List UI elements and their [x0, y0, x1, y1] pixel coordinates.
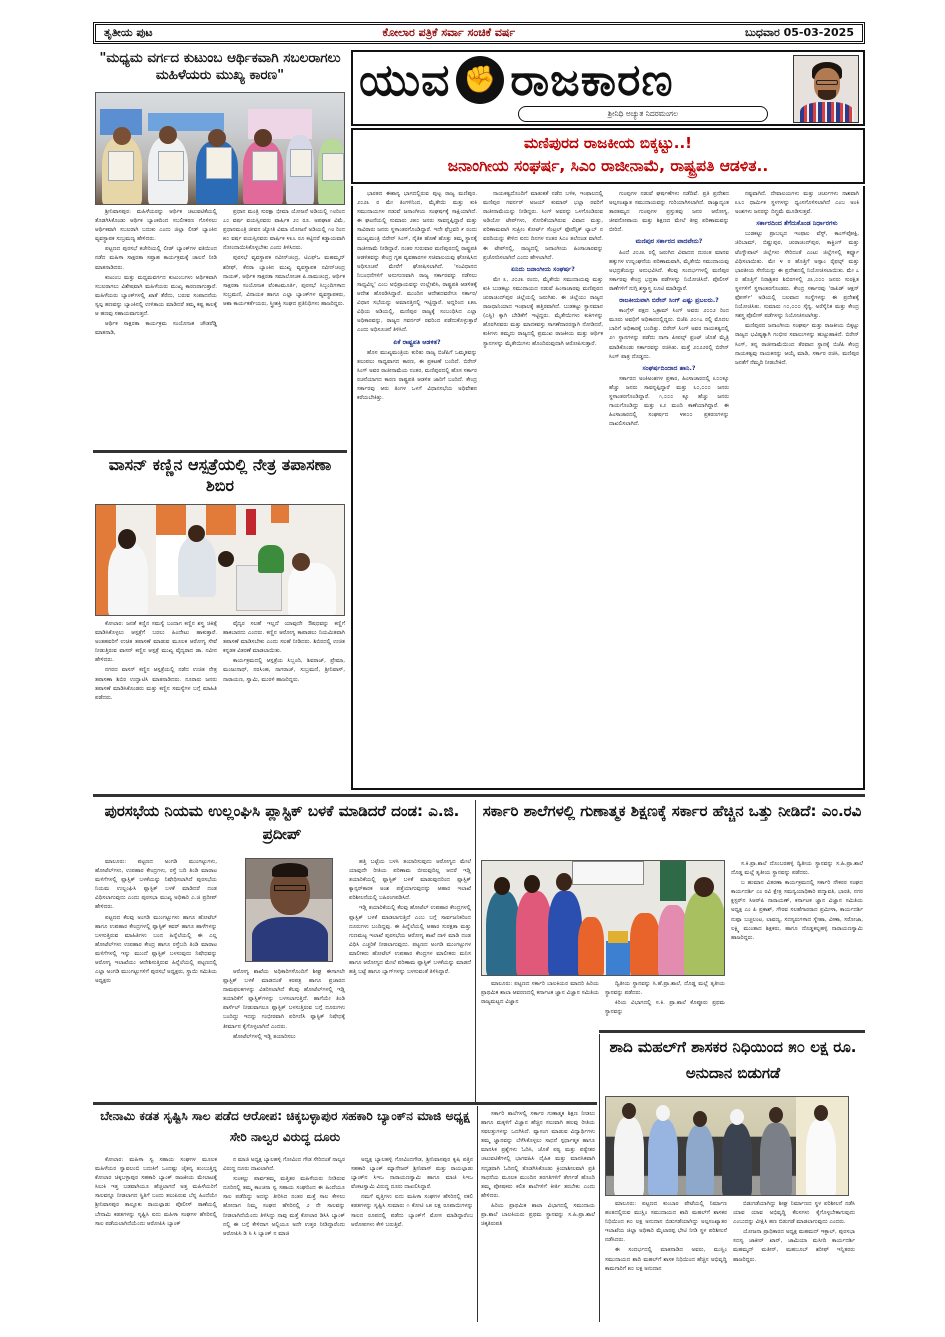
divider [93, 794, 865, 797]
story2-headline: ವಾಸನ್ ಕಣ್ಣಿನ ಆಸ್ಪತ್ರೆಯಲ್ಲಿ ನೇತ್ರ ತಪಾಸಣಾ ಶಿಬಿರ [108, 455, 332, 495]
columnist-portrait [793, 55, 859, 123]
logo-text-left: ಯುವ [359, 54, 451, 106]
paragraph: ವೈದ್ಯರ ಸಲಹೆ ಇಲ್ಲದೆ ಯಾವುದೇ ಔಷಧವನ್ನು ಕಣ್ಣಿಗೆ ಹಾಕಬಾರದು ಎಂದರು. ಕಣ್ಣಿನ ಆರೋಗ್ಯ ಕಾಪಾಡಲು ನಿಯಮಿತವಾಗಿ ತಪಾಸಣೆ ಮಾಡಿಸಬೇಕು ಎಂದು ಸಲಹೆ ನೀಡಿದರು. ಶಿಬಿರದಲ್ಲಿ ಉಚಿತ ಕನ್ನಡಕ ವಿತರಣೆ ಮಾಡಲಾಯಿತು. [223, 621, 345, 655]
lead-kicker: ಮಣಿಪುರದ ರಾಜಕೀಯ ಬಿಕ್ಕಟ್ಟು..! [523, 134, 693, 152]
lead-subheading: ರಾಜಕೀಯವಾಗಿ ಬಿರೇನ್ ಸಿಂಗ್ ಎಷ್ಟು ಪ್ರಬಲರು.? [619, 297, 719, 305]
paragraph: ಆರ್ಥಿಕ ಸಾಕ್ಷರತಾ ಕಾರ್ಯಕ್ರಮ ಸಂಯೋಜಕ ಚೌಡರೆಡ್ಡಿ ಮಾತನಾಡಿ, [95, 321, 217, 337]
column-logo [359, 54, 775, 106]
story5-column-1 [605, 1200, 727, 1322]
paragraph: ಹತ್ತಿ ಬಟ್ಟೆಯ ಬಳಸಿ ತಯಾರಿಸುವುದು ಆರೋಗ್ಯದ ಮೇಲೆ ಯಾವುದೇ ರೀತಿಯ ಪರಿಣಾಮ ಬೀರುವುದಿಲ್ಲ ಆದರೆ ಇಡ್ಲಿ ತಯಾರಿಕೆಯಲ್ಲಿ ಪ್ಲಾಸ್ಟಿಕ್ ಬಳಕೆ ಮಾಡುವುದರಿಂದ ಪ್ಲಾಸ್ಟಿಕ್ ಕ್ಯಾನ್ಸರ್‌ಕಾರಕ ಅಂಶ ಪತ್ತೆಯಾಗುವುದನ್ನು ಆಹಾರ ಇಲಾಖೆ ಪರಿಶೀಲನೆಯಲ್ಲಿ ಬಹಿರಂಗಪಡಿಸಿದೆ. [349, 859, 471, 902]
page-label: ತೃತೀಯ ಪುಟ [104, 26, 153, 39]
story3-column-1 [95, 858, 217, 1102]
paragraph: ಸ.ಕಿ.ಪ್ರಾ.ಶಾಲೆ ದೊಂಬರಹಳ್ಳಿ ದ್ವಿತೀಯ ಸ್ಥಾನವನ್ನು ಸ.ಹಿ.ಪ್ರಾ.ಶಾಲೆ ದೊಡ್ಡ ಮಲ್ಲೆ ತೃತೀಯ ಸ್ಥಾನವನ್ನು ಪಡೆದರು. [731, 861, 863, 877]
story1-column-1 [95, 208, 217, 446]
paragraph: ಕಿರಿಯ ವಿಭಾಗದಲ್ಲಿ ಸ.ಕಿ. ಪ್ರಾ.ಶಾಲೆ ಕೊಪ್ಪೂರು ಪ್ರಥಮ ಸ್ಥಾನವನ್ನು [605, 1000, 725, 1016]
divider [93, 450, 347, 453]
paragraph: ಮಾಲೂರು: ಪಟ್ಟಣದ ಸರ್ಕಾರಿ ಬಾಲಕಿಯರ ಮಾದರಿ ಹಿರಿಯ ಪ್ರಾಥಮಿಕ ಶಾಲಾ ಆವರಣದಲ್ಲಿ ಕರ್ನಾಟಕ ಜ್ಞಾನ ವಿಜ್ಞಾನ ಸಮಿತಿಯ ರಾಜ್ಯಮಟ್ಟದ ವಿಜ್ಞಾನ [481, 981, 599, 1006]
page-header-strip [93, 22, 865, 44]
story1-photo [95, 92, 345, 205]
story3-column-3 [349, 858, 471, 1102]
lead-column-4 [735, 190, 859, 786]
lead-column-2 [483, 190, 603, 786]
paragraph: ಕುಟುಂಬ ಮತ್ತು ಮಧ್ಯಮವರ್ಗದ ಕುಟುಂಬಗಳು ಆರ್ಥಿಕವಾಗಿ ಸಬಲರಾಗಲು ವಿಶೇಷವಾಗಿ ಮಹಿಳೆಯರು ಮುಖ್ಯ ಕಾರಣರಾಗುತ್ತಾರೆ. ಮಹಿಳೆಯರು ಬ್ಯಾಂಕ್‌ಗಳಲ್ಲಿ ಖಾತೆ ತೆರೆದು, ಬರುವ ಸಂಪಾದನೆಯ ಸ್ವಲ್ಪ ಹಣವನ್ನು ಬ್ಯಾಂಕಿನಲ್ಲಿ ಉಳಿತಾಯ ಮಾಡಿದರೆ ತಮ್ಮ ಕಷ್ಟ ಕಾಲಕ್ಕೆ ಆ ಹಣವು ಸಹಾಯವಾಗುತ್ತದೆ. [95, 274, 217, 318]
paragraph: ಆರೋಗ್ಯ ಶಾಖೆಯ ಅಧಿಕಾರಿಗಳೊಂದಿಗೆ ಶೀಘ್ರ ಈಗಾಗಲೇ ಪ್ಲಾಸ್ಟಿಕ್ ಬಳಕೆ ಮಾಡದಂತೆ ಕರಪತ್ರ ಹಾಗೂ ಪ್ರಚಾರದ ನಾಮಫಲಕಗಳನ್ನು ವಿತರಿಸಲಾಗಿದೆ ಕೆಲವು ಹೋಟೆಲ್‌ಗಳಲ್ಲಿ ಇಡ್ಲಿ ತಯಾರಿಕೆಗೆ ಪ್ಲಾಸ್ಟಿಕ್‌ಗಳನ್ನು ಬಳಸಲಾಗುತ್ತಿದೆ. ಹಾಗೆಯೇ ತಿಂಡಿ ಪಾರ್ಸೆಲ್ ನೀಡುವಾಗಲೂ ಪ್ಲಾಸ್ಟಿಕ್ ಬಳಸುತ್ತಿರುವ ಬಗ್ಗೆ ದೂರುಗಳು ಬಂದಿದ್ದು ಇದನ್ನು ಗಂಭೀರವಾಗಿ ಪರಿಗಣಿಸಿ ಪ್ಲಾಸ್ಟಿಕ್ ನಿಷೇಧಕ್ಕೆ ತೀರ್ಮಾನ ಕೈಗೊಳ್ಳಲಾಗಿದೆ ಎಂದರು. [223, 969, 345, 1030]
paragraph: ನ ಮಾಜಿ ಅಧ್ಯಕ್ಷ ಬ್ಯಾಲಹಳ್ಳಿ ಗೋವಿಂದ ಗೌಡ ಸೇರಿದಂತೆ ನಾಲ್ವರ ವಿರುದ್ಧ ದೂರು ದಾಖಲಾಗಿದೆ. [223, 1157, 345, 1173]
column-divider [599, 1034, 600, 1322]
lead-column-1 [357, 190, 477, 786]
story1-column-2 [223, 208, 345, 446]
story4-column-1 [481, 980, 599, 1102]
story5-headline-box [601, 1034, 865, 1094]
story5-column-2 [733, 1200, 855, 1322]
paragraph: ಮಾಲೂರು: ಪಟ್ಟಣದ ಅಂಗಡಿ ಮುಂಗಟ್ಟುಗಳು, ಹೋಟೆಲ್‌ಗಳು, ಉಪಹಾರ ಕೇಂದ್ರಗಳು, ರಸ್ತೆ ಬದಿ ತಿಂಡಿ ಮಾರಾಟ ಮಳಿಗೆಗಳಲ್ಲಿ ಪ್ಲಾಸ್ಟಿಕ್ ಬಳಕೆಯನ್ನು ನಿಷೇಧಿಸಲಾಗಿದೆ ಪುರಸಭೆಯ ನಿಯಮ ಉಲ್ಲಂಘಿಸಿ ಪ್ಲಾಸ್ಟಿಕ್ ಬಳಕೆ ಮಾಡಿದರೆ ದಂಡ ವಿಧಿಸಲಾಗುವುದು ಎಂದು ಪುರಸಭಾ ಮುಖ್ಯ ಅಧಿಕಾರಿ ಎ.ಜಿ ಪ್ರದೀಪ್ ಹೇಳಿದರು. [95, 859, 217, 911]
story3-column-2 [223, 968, 345, 1102]
story4-headline: ಸರ್ಕಾರಿ ಶಾಲೆಗಳಲ್ಲಿ ಗುಣಾತ್ಮಕ ಶಿಕ್ಷಣಕ್ಕೆ ಸರ್ಕಾರ ಹೆಚ್ಚಿನ ಒತ್ತು ನೀಡಿದೆ: ಎಂ.ರವಿ [482, 802, 862, 820]
paragraph: ಸರ್ಕಾರದ ಅಂಕಿಅಂಶಗಳ ಪ್ರಕಾರ, ಹಿಂಸಾಚಾರದಲ್ಲಿ ೩೦೦ಕ್ಕೂ ಹೆಚ್ಚು ಜನರು ಸಾವನ್ನಪ್ಪಿದ್ದಾರೆ ಮತ್ತು ೬೦,೦೦೦ ಜನರು ಸ್ಥಳಾಂತರಗೊಂಡಿದ್ದಾರೆ. ೧,೦೦೦ ಕ್ಕೂ ಹೆಚ್ಚು ಜನರು ಗಾಯಗೊಂಡಿದ್ದು ಮತ್ತು ೩೨ ಮಂದಿ ಕಾಣೆಯಾಗಿದ್ದಾರೆ. ಈ ಹಿಂಸಾಚಾರದಲ್ಲಿ ಸಂಘರ್ಷದ ೪೫೦೦ ಪ್ರಕರಣಗಳನ್ನು ದಾಖಲಿಸಲಾಗಿದೆ. [609, 375, 729, 428]
story4-headline-box [479, 800, 865, 854]
story6-column-1 [95, 1156, 217, 1322]
paragraph: ಈ ಸಂದರ್ಭದಲ್ಲಿ ಮಾತನಾಡಿದ ಅವರು, ಮುಸ್ಲಿಂ ಸಮುದಾಯದ ಶಾದಿ ಮಹಲ್‌ಗೆ ಶಾಸಕ ನಿಧಿಯಿಂದ ಹೆಚ್ಚಿನ ಅಭಿವೃದ್ಧಿ ಕಾಮಗಾರಿಗೆ ೫೦ ಲಕ್ಷ ಅನುದಾನ [605, 1247, 727, 1272]
lead-subheading: ಏನಿದು ಜನಾಂಗೀಯ ಸಂಘರ್ಷ? [511, 265, 575, 273]
publication-tagline: ಕೋಲಾರ ಪತ್ರಿಕೆ ಸರ್ವಾ ಸಂಚಿಕೆ ವರ್ಷ [382, 26, 516, 39]
paragraph: ಸರ್ಕಾರಿ ಶಾಲೆಗಳಲ್ಲಿ ಸರ್ಕಾರ ಗುಣಾತ್ಮಕ ಶಿಕ್ಷಣ ನೀಡಲು ಹಾಗೂ ಮಕ್ಕಳಿಗೆ ವಿಜ್ಞಾನ ಹೆಚ್ಚಿನ ಸಲುವಾಗಿ ಹಲವು ರೀತಿಯ ಸವಲತ್ತುಗಳನ್ನು ಒದಗಿಸಿದೆ. ವ್ಯಾಸಂಗ ಮಾಡುವ ವಿದ್ಯಾರ್ಥಿಗಳು ತಮ್ಮ ಜ್ಞಾನವನ್ನು ಬೆಳೆಸಿಕೊಳ್ಳಲು ಸಾಧನೆ ಸ್ಪರ್ಧಾತ್ಮಕ ಹಾಗೂ ಮಾನಸಿಕ ಪ್ರಶ್ನೆಗಳು ಓದಿಸಿ, ಜೊತೆ ಪಠ್ಯ ಮತ್ತು ಪಠ್ಯೇತರ ಚಟುವಟಿಕೆಗಳಲ್ಲಿ ಭಾಗವಹಿಸಿ ದೈಹಿಕ ಮತ್ತು ಮಾನಸಿಕವಾಗಿ ಸದೃಢರಾಗಿ ಓದಿನಲ್ಲಿ ತೊಡಗಿಸಿಕೊಂಡು ಕ್ರಿಯಾಶೀಲವಾಗಿ ಪ್ರತಿ ಸಾಧನೆಯ ಮೂಲಕ ಮುಂದಿನ ತರಗತಿಗಳಿಗೆ ತೇರ್ಗಡೆ ಹೊಂದಿ ತಮ್ಮ ಪೋಷಕರು ಕಲಿತ ಶಾಲೆಗಳಿಗೆ ಕೀರ್ತಿ ತರಬೇಕು ಎಂದು ಹೇಳಿದರು. [481, 1111, 595, 1199]
column-divider [477, 1106, 478, 1322]
paragraph: ಸುಂಕಲ್ಲು ಪಾರ್ವತಮ್ಮ ಮತ್ತಿತರ ಮಹಿಳೆಯರು ನೀಡಿರುವ ದೂರಿನಲ್ಲಿ ತಮ್ಮ ಕಾಂಚನಾ ಸ್ವ ಸಹಾಯ ಸಂಘದಿಂದ ಈ ಹಿಂದೆಯೂ ಸಾಲ ಪಡೆದಿದ್ದು ಅದನ್ನು ತೀರಿಸಿದ ನಂತರ ಮತ್ತೆ ಸಾಲ ಕೇಳಲು ಹೋದಾಗ ನಿಮ್ಮ ಸಂಘದ ಹೆಸರಿನಲ್ಲಿ ೨ ನೇ ಸಾಲವನ್ನು ನೀಡಲಾಗಿದೆಯೆಂದು ತಿಳಿಸಿದ್ದು ನಾವು ಮತ್ತೆ ಕೋಲಾರ ಡಿಸಿಸಿ ಬ್ಯಾಂಕ್ ನಲ್ಲಿ ಈ ಬಗ್ಗೆ ಕೇಳಿದಾಗ ಅಲ್ಲಿಯೂ ಅದೇ ಉತ್ತರ ನೀಡಿದ್ದಾರೆಂದು ಆರೋಪಿಸಿ ಡಿ ಸಿ ಸಿ ಬ್ಯಾಂಕ್ ನ ಮಾಜಿ [223, 1176, 345, 1237]
column-masthead [351, 50, 865, 126]
paragraph: ಅಧ್ಯಕ್ಷ ಬ್ಯಾಲಹಳ್ಳಿ ಗೋವಿಂದಗೌಡ, ಶ್ರೀನಿವಾಸಪುರ ಕೃಷಿ ಪತ್ತಿನ ಸಹಕಾರಿ ಬ್ಯಾಂಕ್ ಮ್ಯಾನೇಜರ್ ಶ್ರೀನಿವಾಸ್ ಮತ್ತು ರಾಯಲ್ಪಾಡು ಬ್ಯಾಂಕ್‌ನ ಸಿಇಒ ನಾರಾಯಣಸ್ವಾಮಿ ಹಾಗೂ ಮಾಜಿ ಸಿಇಒ ವೆಂಕಟಸ್ವಾಮಿ ವಿರುದ್ಧ ದೂರು ದಾಖಲಿಸಿದ್ದಾರೆ. [351, 1157, 473, 1191]
lead-column-3 [609, 190, 729, 786]
paragraph: ಪ್ರಧಾನ ಮಂತ್ರಿ ಸುರಕ್ಷಾ ಭೀಮಾ ಯೋಜನೆ ಅಡಿಯಲ್ಲಿ ೧೮ರಿಂದ ೭೦ ವರ್ಷ ವಯಸ್ಸಿನವರು ವಾರ್ಷಿಕ ೨೦ ರೂ. ಅಪಘಾತ ವಿಮೆ, ಪ್ರಧಾನಮಂತ್ರಿ ಜೀವನ ಜ್ಯೋತಿ ವಿಮಾ ಯೋಜನೆ ಅಡಿಯಲ್ಲಿ ೧೮ ರಿಂದ ೫೦ ವರ್ಷ ವಯಸ್ಸಿನವರು ವಾರ್ಷಿಕ ೪೩೬ ರೂ ಕಟ್ಟಿದರೆ ಕಡ್ಡಾಯವಾಗಿ ನೋಂದಾಯಿಸಿಕೊಳ್ಳಬೇಕು ಎಂದು ತಿಳಿಸಿದರು. [223, 209, 345, 252]
paragraph: ಮಣಿಪುರದ ಜನಾಂಗೀಯ ಸಂಘರ್ಷ ಮತ್ತು ರಾಜಕೀಯ ಬಿಕ್ಕಟ್ಟು ರಾಜ್ಯದ ಭವಿಷ್ಯಕ್ಕಾಗಿ ಗಂಭೀರ ಸವಾಲುಗಳನ್ನು ಹುಟ್ಟುಹಾಕಿದೆ. ಬಿರೇನ್ ಸಿಂಗ್, ತನ್ನ ರಾಜೀನಾಮೆಯಿಂದ ತೆರವಾದ ಸ್ಥಾನಕ್ಕೆ ಬಿಜೆಪಿ ಕೇಂದ್ರ ನಾಯಕತ್ವವು ನಾಯಕನನ್ನು ಆಯ್ಕೆ ಮಾಡಿ, ಸರ್ಕಾರ ರಚಿಸಿ, ಮಣಿಪುರ ಜನತೆಗೆ ನೆಮ್ಮದಿ ನೀಡಬೇಕಿದೆ. [735, 323, 859, 366]
story2-column-2 [223, 620, 345, 792]
paragraph: ಶ್ರೀನಿವಾಸಪುರ: ಮಹಿಳೆಯರನ್ನು ಆರ್ಥಿಕ ಚಟುವಟಿಕೆಯಲ್ಲಿ ತೊಡಗಿಸಿಕೊಂಡು ಆರ್ಥಿಕ ಬ್ಯಾಂಕದಿಂದ ಸಬಲೀಕರಣ ಗೊಳಿಸಲು ಆರ್ಥಿಕವಾಗಿ ಸಬಲರಾಗಿ ಬದುಕು ಎಂದು ಜಿಲ್ಲಾ ಲೀಡ್ ಬ್ಯಾಂಕಿನ ವ್ಯವಸ್ಥಾಪಕ ಸುಬ್ರಮಣ್ಯ ಹೇಳಿದರು. [95, 209, 217, 243]
paragraph: ಬಿಡುಗಡೆಯಾಗಿದ್ದು ಶೀಘ್ರ ನಿರ್ಮಾಣದ ಸ್ಥಳ ಪರಿಶೀಲನೆ ನಡೆಸಿ ಯಾವ ಯಾವ ಅಭಿವೃದ್ಧಿ ಕೆಲಸಗಳು ಕೈಗೊಳ್ಳಬೇಕಾಗುವುದು ಎಂಬುದನ್ನು ವೀಕ್ಷಿಸಿ ಹಣ ಬಿಡುಗಡೆ ಮಾಡಲಾಗುವುದು ಎಂದರು. [733, 1201, 855, 1226]
divider [93, 1102, 597, 1105]
story6-headline-box [93, 1106, 477, 1152]
paragraph: ಪಟ್ಟಣದ ಕೆಲವು ಅಂಗಡಿ ಮುಂಗಟ್ಟುಗಳು ಹಾಗೂ ಹೋಟೆಲ್ ಹಾಗೂ ಉಪಹಾರ ಕೇಂದ್ರಗಳಲ್ಲಿ ಪ್ಲಾಸ್ಟಿಕ್ ಕವರ್ ಹಾಗೂ ಹಾಳೆಗಳನ್ನು ಬಳಸುತ್ತಿರುವ ಮಾಹಿತಿಗಳು ಬಂದ ಹಿನ್ನೆಲೆಯಲ್ಲಿ ಈ ಎಲ್ಲ ಹೋಟೆಲ್‌ಗಳು ಉಪಹಾರ ಕೇಂದ್ರ ಹಾಗೂ ರಸ್ತೆಬದಿ ತಿಂಡಿ ಮಾರಾಟ ಮಳಿಗೆಗಳಲ್ಲಿ ಇನ್ನು ಮುಂದೆ ಪ್ಲಾಸ್ಟಿಕ್ ಬಳಸುವುದು ನಿಷೇಧವನ್ನು ಆರೋಗ್ಯ ಇಲಾಖೆಯು ಆದೇಶಿಸುತ್ತಿರುವ ಹಿನ್ನೆಲೆಯಲ್ಲಿ ಪಟ್ಟಣದಲ್ಲಿ ಎಲ್ಲಾ ಅಂಗಡಿ ಮುಂಗಟ್ಟುಗಳಿಗೆ ಪುರಸಭೆ ಅಧ್ಯಕ್ಷರು, ಸ್ಥಾಯಿ ಸಮಿತಿಯ ಅಧ್ಯಕ್ಷರು [95, 914, 217, 985]
story5-photo [605, 1096, 849, 1196]
story2-column-1 [95, 620, 217, 792]
issue-date: ಬುಧವಾರ 05-03-2025 [744, 26, 854, 39]
paragraph: ಕೋಲಾರ: ಜನತೆ ಕಣ್ಣಿನ ಸಮಸ್ಯೆ ಬಂದಾಗ ಕಣ್ಣಿನ ಶಸ್ತ್ರ ಚಿಕಿತ್ಸೆ ಮಾಡಿಸಿಕೊಳ್ಳಲು ಆಸ್ಪತ್ರೆಗೆ ಬರಲು ಹಿಂದೇಟು ಹಾಕುತ್ತಾರೆ. ಅಂತಹವರಿಗೆ ಉಚಿತ ತಪಾಸಣೆ ಮಾಡುವ ಮೂಲಕ ಆರೋಗ್ಯ ಸೇವೆ ನೀಡುತ್ತಿರುವ ವಾಸನ್ ಕಣ್ಣಿನ ಆಸ್ಪತ್ರೆ ಮುಖ್ಯ ವೈದ್ಯರಾದ ಡಾ. ನವೀನ ಹೇಳಿದರು. [95, 621, 217, 664]
paragraph: ಹೊಸ ಮುಖ್ಯಮಂತ್ರಿಯ ಕುರಿತು ರಾಜ್ಯ ಬಿಜೆಪಿಗೆ ಒಮ್ಮತವನ್ನು ತಲುಪಲು ಸಾಧ್ಯವಾಗದ ಕಾರಣ, ಈ ಪ್ರಕಟಣೆ ಬಂದಿದೆ. ಬಿರೇನ್ ಸಿಂಗ್ ಅವರ ರಾಜೀನಾಮೆಯ ನಂತರ, ಮಣಿಪುರದಲ್ಲಿ ಹೊಸ ಸರ್ಕಾರ ರಚನೆಯಾಗದ ಕಾರಣ ರಾಷ್ಟ್ರಪತಿ ಆಡಳಿತ ಜಾರಿಗೆ ಬಂದಿದೆ. ಕೇಂದ್ರ ಸರ್ಕಾರವು ಆರು ತಿಂಗಳ ಒಳಗೆ ವಿಧಾನಸಭೆಯ ಅಧಿವೇಶನ ಕರೆಯಬೇಕಿತ್ತು. [357, 349, 477, 402]
story3-headline: ಪುರಸಭೆಯ ನಿಯಮ ಉಲ್ಲಂಘಿಸಿ ಪ್ಲಾಸ್ಟಿಕ್ ಬಳಕೆ ಮಾಡಿದರೆ ದಂಡ: ಎ.ಜಿ. ಪ್ರದೀಪ್ [104, 802, 460, 843]
story3-photo [245, 858, 333, 962]
paragraph: ಹಿರಿಯ ಪ್ರಾಥಮಿಕ ಶಾಲಾ ವಿಭಾಗದಲ್ಲಿ ಸಮುದಾಯ ಪ್ರಾ.ಶಾಲೆ ಬಾಲಕಿಯರು ಪ್ರಥಮ ಸ್ಥಾನವನ್ನು ಸ.ಹಿ.ಪ್ರಾ.ಶಾಲೆ ಚಿಕ್ಕತಿರುಪತಿ [481, 1202, 595, 1228]
paragraph: ನಗರದ ವಾಸನ್ ಕಣ್ಣಿನ ಆಸ್ಪತ್ರೆಯಲ್ಲಿ ನಡೆದ ಉಚಿತ ನೇತ್ರ ತಪಾಸಣಾ ಶಿಬಿರ ಉದ್ಘಾಟಿಸಿ ಮಾತನಾಡಿದರು. ನೂರಾರು ಜನರು ತಪಾಸಣೆ ಮಾಡಿಸಿಕೊಂಡರು ಮತ್ತು ಕಣ್ಣಿನ ಸಮಸ್ಯೆಗಳ ಬಗ್ಗೆ ಮಾಹಿತಿ ಪಡೆದರು. [95, 667, 217, 701]
paragraph: ಭಾರತದ ಈಶಾನ್ಯ ಭಾಗದಲ್ಲಿರುವ ಪುಟ್ಟ ರಾಜ್ಯ ಮಣಿಪುರ. ೨೦೨೩ ರ ಮೇ ತಿಂಗಳಿನಿಂದ, ಮೈತೇಯಿ ಮತ್ತು ಕುಕಿ ಸಮುದಾಯಗಳ ನಡುವೆ ಜನಾಂಗೀಯ ಸಂಘರ್ಷಕ್ಕೆ ಸಾಕ್ಷಿಯಾಗಿದೆ. ಈ ಘಟನೆಯಲ್ಲಿ ಸುಮಾರು ೨೫೦ ಜನರು ಸಾವನ್ನಪ್ಪಿದ್ದಾರೆ ಮತ್ತು ಸಾವಿರಾರು ಜನರು ಸ್ಥಳಾಂತರಗೊಂಡಿದ್ದಾರೆ. ಇದೇ ಫೆಬ್ರವರಿ ೯ ರಂದು ಮುಖ್ಯಮಂತ್ರಿ ಬಿರೇನ್ ಸಿಂಗ್, ನೈತಿಕ ಹೊಣೆ ಹೊತ್ತು ತಮ್ಮ ಸ್ಥಾನಕ್ಕೆ ರಾಜೀನಾಮೆ ನೀಡಿದ್ದಾರೆ. ನಂತರ ಗುರುವಾರ ಮಣಿಪುರದಲ್ಲಿ ರಾಷ್ಟ್ರಪತಿ ಆಡಳಿತವನ್ನು ಕೇಂದ್ರ ಗೃಹ ವ್ಯವಹಾರಗಳ ಸಚಿವಾಲಯವು ಘೋಷಿಸಿದ ಅಧಿಸೂಚನೆ ಮೇರೆಗೆ ಘೋಷಿಸಲಾಗಿದೆ. 'ಸಂವಿಧಾನದ ನಿಬಂಧನೆಗಳಿಗೆ ಅನುಗುಣವಾಗಿ ರಾಜ್ಯ ಸರ್ಕಾರವನ್ನು ನಡೆಸಲು ಸಾಧ್ಯವಿಲ್ಲ' ಎಂಬ ಅಭಿಪ್ರಾಯವನ್ನು ಉಲ್ಲೇಖಿಸಿ, ರಾಷ್ಟ್ರಪತಿ ಆಡಳಿತಕ್ಕೆ ಆದೇಶ ಹೊರಡಿಸಿದ್ದಾರೆ. ಮುಂದಿನ ಆದೇಶದವರೆಗೂ ಸರ್ಕಾರ/ ವಿಧಾನ ಸಭೆಯನ್ನು ಅಮಾನತ್ತಿನಲ್ಲಿ ಇಟ್ಟಿದ್ದಾರೆ. ಅದ್ದರಿಂದ ೩೫೬ ವಿಧಿಯ ಅಡಿಯಲ್ಲಿ, ಮಣಿಪುರ ರಾಜ್ಯಕ್ಕೆ ಸಂಬಂಧಿಸಿದ ಎಲ್ಲಾ ಅಧಿಕಾರವನ್ನು, ರಾಜ್ಯದ ಗವರ್ನರ್ ರವರಿಂದ ಪಡೆದುಕೊಳ್ಳುತ್ತಾರೆ ಎಂದು ಅಧಿಸೂಚನೆ ತಿಳಿಸಿದೆ. [357, 191, 477, 334]
story4-photo [481, 860, 725, 976]
paragraph: ಹೋಟೆಲ್‌ಗಳಲ್ಲಿ ಇಡ್ಲಿ ತಯಾರಿಸಲು [233, 1033, 296, 1040]
story1-headline-box [93, 48, 347, 88]
raised-fist-icon: ✊ [456, 56, 504, 104]
newspaper-page [93, 22, 865, 1322]
paragraph: ಬುಡಕಟ್ಟು ಪ್ರಾಬಲ್ಯದ ಇಂಫಾಲ ವೆಸ್ಟ್, ಕಾಂಗ್‌ಪೋಕ್ಪಿ, ಜಿರಿಬಾಮ್, ಬಿಷ್ಣುಪುರ, ಚುರಾಚಂದ್‌ಪುರ, ಕಾಕ್ಚಿಂಗ್ ಮತ್ತು ಟೆಂಗ್ನೌಪಾಲ್ ಜಿಲ್ಲೆಗಳು ಸೇರಿದಂತೆ ಎಂಟು ಜಿಲ್ಲೆಗಳಲ್ಲಿ ಕರ್ಫ್ಯೂ ವಿಧಿಸಲಾಯಿತು. ಮೇ ೪ ರ ಹೊತ್ತಿಗೆ ಅಸ್ಸಾಂ ರೈಫಲ್ಸ್ ಮತ್ತು ಭಾರತೀಯ ಸೇನೆಯನ್ನು ಈ ಪ್ರದೇಶದಲ್ಲಿ ನಿಯೋಜಿಸಲಾಯಿತು. ಮೇ ೭ ರ ಹೊತ್ತಿಗೆ ನಿರಾಶ್ರಿತರ ಶಿಬಿರಗಳಲ್ಲಿ ೨೩,೦೦೦ ಜನರು ಸುರಕ್ಷಿತ ಸ್ಥಳಗಳಿಗೆ ಸ್ಥಳಾಂತರಗೊಂಡರು. ಕೇಂದ್ರ ಸರ್ಕಾರವು 'ರಾಪಿಡ್ ಆಕ್ಷನ್ ಫೋರ್ಸ್' ಅಡಿಯಲ್ಲಿ ಬಲವಾದ ಸಂಸ್ಥೆಗಳನ್ನು ಈ ಪ್ರದೇಶಕ್ಕೆ ನಿಯೋಜಿಸಿತು. ಸುಮಾರು ೧೦,೦೦೦ ಸೈನ್ಯ, ಅರೆಸೈನಿಕ ಮತ್ತು ಕೇಂದ್ರ ಸಶಸ್ತ್ರ ಪೊಲೀಸ್ ಪಡೆಗಳನ್ನು ನಿಯೋಜಿಸಲಾಗಿತ್ತು. [735, 231, 859, 320]
paragraph: ಕೋಲಾರ: ಮಹಿಳಾ ಸ್ವ ಸಹಾಯ ಸಂಘಗಳ ಮೂಲಕ ಮಹಿಳೆಯರ ಸ್ವಾವಲಂಬಿ ಬದುಕಿಗೆ ಒಂದಷ್ಟು ಚೈತನ್ಯ ತುಂಬುತ್ತಿದ್ದ ಕೋಲಾರ ಚಿಕ್ಕಬಳ್ಳಾಪುರ ಸಹಕಾರಿ ಬ್ಯಾಂಕ್ ರಾಜಕೀಯ ಮೇಲಾಟಕ್ಕೆ ಸಿಲುಕಿ ಇತ್ತ ಬಡವಾಗಿಯೂ ಹೆಚ್ಚಲಾಗದೆ ಅತ್ತ ಮಹಿಳೆಯರಿಗೆ ಸಾಲವನ್ನೂ ನೀಡಲಾಗದ ಸ್ಥಿತಿಗೆ ಬಂದು ತಲುಪಿರುವ ಬೆನ್ನ ಹಿಂದೆಯೇ ಶ್ರೀನಿವಾಸಪುರ ತಾಲ್ಲೂಕು ರಾಯಲ್ಪಾಡು ಪೊಲೀಸ್ ಠಾಣೆಯಲ್ಲಿ ಬೇನಾಮಿ ಕಡತಗಳನ್ನು ಸೃಷ್ಟಿಸಿ ಐದು ಮಹಿಳಾ ಸಂಘಗಳ ಹೆಸರಿನಲ್ಲಿ ಸಾಲ ಪಡೆಯಲಾಗಿದೆಯೆಂದು ಆರೋಪಿಸಿ ಬ್ಯಾಂಕ್ [95, 1157, 217, 1227]
paragraph: ಇಡ್ಲಿ ತಯಾರಿಕೆಯಲ್ಲಿ ಕೆಲವು ಹೋಟೆಲ್ ಉಪಹಾರ ಕೇಂದ್ರಗಳಲ್ಲಿ ಪ್ಲಾಸ್ಟಿಕ್ ಬಳಕೆ ಮಾಡಲಾಗುತ್ತಿದೆ ಎಂಬ ಬಗ್ಗೆ ಸಾರ್ವಜನಿಕರಿಂದ ದೂರುಗಳು ಬಂದಿದ್ದವು. ಈ ಹಿನ್ನೆಲೆಯಲ್ಲಿ ಆಹಾರ ಸುರಕ್ಷತಾ ಮತ್ತು ಗುಣಮಟ್ಟ ಇಲಾಖೆ ಪುರಸಭೆಯ ಆರೋಗ್ಯ ಶಾಖೆ ದಾಳಿ ಮಾಡಿ ದಂಡ ವಿಧಿಸಿ ಎಚ್ಚರಿಕೆ ನೀಡಲಾಗುವುದು. ಪಟ್ಟಣದ ಅಂಗಡಿ ಮುಂಗಟ್ಟುಗಳ ಮಾಲೀಕರು ಹೋಟೆಲ್ ಉಪಹಾರ ಕೇಂದ್ರಗಳ ಮಾಲೀಕರು ಮನಿಸ ಹಾಗೂ ಆರೋಗ್ಯದ ಮೇಲೆ ಪರಿಣಾಮ ಪ್ಲಾಸ್ಟಿಕ್ ಬಳಕೆಯನ್ನು ಮಾಡದೆ ಹತ್ತಿ ಬಟ್ಟೆ ಹಾಗೂ ಬ್ಯಾಗ್‌ಗಳನ್ನು ಬಳಸುವಂತೆ ತಿಳಿಸಿದ್ದಾರೆ. [349, 905, 471, 976]
paragraph: ಮೇ ೩, ೨೦೨೩ ರಂದು, ಮೈತೇಯಿ ಸಮುದಾಯವು ಮತ್ತು ಕುಕಿ ಬುಡಕಟ್ಟು ಸಮುದಾಯದ ನಡುವೆ ಹಿಂಸಾಚಾರವು ಮಣಿಪುರದ ಚುರಾಚಂದ್‌ಪುರ ಜಿಲ್ಲೆಯಲ್ಲಿ ಜರುಗಿತು. ಈ ಜಿಲ್ಲೆಯು ರಾಜ್ಯದ ರಾಜಧಾನಿಯಾದ ಇಂಫಾಲಕ್ಕೆ ಹತ್ತಿರವಾಗಿದೆ. ಬುಡಕಟ್ಟು ಸ್ಥಾನಮಾನ (ಎಸ್ಟಿ) ಕ್ಕಾಗಿ ಬೇಡಿಕೆಗೆ ಇಟ್ಟಿದ್ದರು. ಮೈತೇಯಿಗಳು ಕುಕಿಗಳನ್ನು ಹೊರಗಿನವರು ಮತ್ತು ಮಾದಕವಸ್ತು ಸಾಗಣೆದಾರರನ್ನಾಗಿ ನೋಡಿದರೆ, ಕುಕಿಗಳು ತಮ್ಮದು ರಾಜ್ಯದಲ್ಲಿ ಪ್ರಮುಖ ರಾಜಕೀಯ ಮತ್ತು ಆರ್ಥಿಕ ಸ್ಥಾನಗಳನ್ನು ಮೈತೇಯಿಗಳು ಹೊಂದಿರುವುದಾಗಿ ಆರೋಪಿಸುತ್ತಾರೆ. [483, 276, 603, 347]
paragraph: ಕಾಂಗ್ರೆಸ್ ಪಕ್ಷದ ಒಕ್ರಾಮ್ ಸಿಂಗ್ ಅವರು ೨೦೦೨ ರಿಂದ ಮೂರು ಅವಧಿಗೆ ಅಧಿಕಾರದಲ್ಲಿದ್ದರು. ಬಿಜೆಪಿ ೨೦೧೭ ರಲ್ಲಿ ಮೊದಲ ಬಾರಿಗೆ ಅಧಿಕಾರಕ್ಕೆ ಬಂದಿತ್ತು. ಬಿರೇನ್ ಸಿಂಗ್ ಅವರ ನಾಯಕತ್ವದಲ್ಲಿ ೨೧ ಸ್ಥಾನಗಳನ್ನು ಪಡೆದು ನಾಗಾ ಪೀಪಲ್ಸ್ ಫ್ರಂಟ್ ಜೊತೆ ಮೈತ್ರಿ ಮಾಡಿಕೊಂಡು ಸರ್ಕಾರವನ್ನು ರಚಿಸಿತು. ಮತ್ತೆ ೨೦೨೨ರಲ್ಲಿ ಬಿರೇನ್ ಸಿಂಗ್ ಪಾತ್ರ ದೊಡ್ಡದು. [609, 308, 729, 360]
story5-headline: ಶಾದಿ ಮಹಲ್‌ಗೆ ಶಾಸಕರ ನಿಧಿಯಿಂದ ೫೦ ಲಕ್ಷ ರೂ. ಅನುದಾನ ಬಿಡುಗಡೆ [609, 1038, 857, 1082]
divider [599, 1030, 865, 1033]
lead-subheading: ಸಂಘರ್ಷದಿಂದಾದ ಹಾನಿ.? [642, 364, 696, 372]
logo-text-right: ರಾಜಕಾರಣ [510, 54, 674, 106]
paragraph: ನಾಯಕತ್ವದೊಂದಿಗೆ ಮಾತುಕತೆ ನಡೆದ ಬಳಿಕ, ಇಂಫಾಲದಲ್ಲಿ ಮಣಿಪುರ ಗವರ್ನರ್ ಅಜಯ್ ಕುಮಾರ್ ಭಲ್ಲಾ ರವರಿಗೆ ರಾಜೀನಾಮೆಯನ್ನು ನೀಡಿದ್ದರು. ಸಿಂಗ್ ಅವರನ್ನು ಒಳಗೊಂಡಿರುವ ಅಡಿಯೋ ಟೇಪ್‌ಗಳು, ಸೋರಿಕೆಯಾಗಿರುವ ವಿವಾದ ಮತ್ತು, ಪರಿಣಾಮವಾಗಿ ಸುಪ್ರೀಂ ಕೋರ್ಟ್ ಸೆಂಟ್ರಲ್ ಫೊರೆನ್ಸಿಕ್ ಲ್ಯಾಬ್ ನ ವರದಿಯನ್ನು ಕೇಳಿದ ಐದು ದಿನಗಳ ನಂತರ ಸಿಎಂ ತಲೆದಂಡ ವಾಗಿದೆ. ಈ ಟೇಪ್‌ನಲ್ಲಿ, ರಾಜ್ಯದಲ್ಲಿ ಜನಾಂಗೀಯ ಹಿಂಸಾಚಾರವನ್ನು ಪ್ರಚೋದಿಸಲಾಗಿದೆ ಎಂದು ಹೇಳಲಾಗಿದೆ. [483, 191, 603, 261]
lead-subheading: ಮಣಿಪುರ ಸರ್ಕಾರದ ವಾದವೇನು? [635, 238, 703, 246]
lead-headline: ಜನಾಂಗೀಯ ಸಂಘರ್ಷ, ಸಿಎಂ ರಾಜೀನಾಮೆ, ರಾಷ್ಟ್ರಪತಿ ಆಡಳಿತ.. [447, 156, 769, 175]
lead-subheading: ಏಕೆ ರಾಷ್ಟ್ರಪತಿ ಆಡಳಿತ? [393, 338, 441, 346]
story3-headline-box [93, 800, 471, 854]
story6-headline: ಬೇನಾಮಿ ಕಡತ ಸೃಷ್ಟಿಸಿ ಸಾಲ ಪಡೆದ ಆರೋಪ: ಚಿಕ್ಕಬಳ್ಳಾಪುರ ಸಹಕಾರಿ ಬ್ಯಾಂಕ್‌ನ ಮಾಜಿ ಅಧ್ಯಕ್ಷ ಸೇರಿ ನಾಲ್ವರ ವಿರುದ್ಧ ದೂರು [100, 1109, 470, 1144]
paragraph: ಪುರಸಭೆ ವ್ಯವಸ್ಥಾಪಕ ನವೀನ್‌ಚಂದ್ರ, ಟಿಎಫ್ಒ ಮಹಮ್ಮದ್ ಶರೀಫ್, ಕೆನರಾ ಬ್ಯಾಂಕಿನ ಮುಖ್ಯ ವ್ಯವಸ್ಥಾಪಕ ನವೀನ್‌ಚಂದ್ರ ನಾಯಕ್, ಆರ್ಥಿಕ ಸಾಕ್ಷರತಾ ಸಮಾಲೋಚಕ ಪಿ.ರಾಮಚಂದ್ರ, ಆರ್ಥಿಕ ಸಾಕ್ಷರತಾ ಸಂಯೋಜಕ ವೆಂಕಟಮೂರ್ತಿ, ಪುರಸಭೆ ಸಿಬ್ಬಂದಿಗಳಾದ ಸುಬ್ರಮಣಿ, ವಿನಾಯಕ ಹಾಗೂ ಎಲ್ಲಾ ಬ್ಯಾಂಕ್‌ಗಳ ವ್ಯವಸ್ಥಾಪಕರು, ಆಶಾ ಕಾರ್ಯಕರ್ತೆಯರು, ಸ್ತ್ರೀಶಕ್ತಿ ಸಂಘದ ಪ್ರತಿನಿಧಿಗಳು ಹಾಜರಿದ್ದರು. [223, 255, 345, 307]
story4-column-3 [731, 860, 863, 1030]
paragraph: ಕಾರ್ಯಕ್ರಮದಲ್ಲಿ ಆಸ್ಪತ್ರೆಯ ಸಿಬ್ಬಂದಿ, ಶಿವರಾಜ್, ಪ್ರೇಮಾ, ಮಂಜುನಾಥ್, ನರಸಿಂಹ, ನಾಗರಾಜ್, ಸುಬ್ರಮಣಿ, ಶ್ರೀನಿವಾಸ್, ನಾರಾಯಣ, ಸ್ವಾಮಿ, ಮುರಳಿ ಹಾಜರಿದ್ದರು. [223, 658, 345, 683]
paragraph: ದ್ವಿತೀಯ ಸ್ಥಾನವನ್ನು ಸಿ.ಹೆ.ಪ್ರಾ.ಶಾಲೆ, ದೊಡ್ಡ ಮಲ್ಲೆ ತೃತೀಯ ಸ್ಥಾನವನ್ನು ಪಡೆದರು. [605, 981, 725, 997]
paragraph: ನಮಗೆ ವೃತ್ತಿಗಳು ಐದು ಮಹಿಳಾ ಸಂಘಗಳ ಹೆಸರಿನಲ್ಲಿ ನಕಲಿ ಕಡತಗಳನ್ನು ಸೃಷ್ಟಿಸಿ ಸುಮಾರು ೧ ಕೋಟಿ ೬೫ ಲಕ್ಷ ರೂಪಾಯಿಗಳನ್ನು ಸಾಲದ ರೂಪದಲ್ಲಿ ಪಡೆದು ಬ್ಯಾಂಕ್‌ಗೆ ಮೋಸ ಮಾಡಿದ್ದಾರೆಂಬ ಆರೋಪಗಳು ಕೇಳಿ ಬರುತ್ತಿವೆ. [351, 1194, 473, 1228]
story6-column-3 [351, 1156, 473, 1322]
paragraph: ಮಾಲೂರು: ಪಟ್ಟಣದ ಕುಂಬಾರ ಪೇಟೆಯಲ್ಲಿ ನಿರ್ಮಾಣ ಹಂತದಲ್ಲಿರುವ ಮುಸ್ಲಿಂ ಸಮುದಾಯದ ಶಾದಿ ಮಹಲ್‌ಗೆ ಶಾಸಕರ ನಿಧಿಯಿಂದ ೫೦ ಲಕ್ಷ ಅನುದಾನ ಬಿಡುಗಡೆಯಾಗಿದ್ದು ಅಲ್ಪಸಂಖ್ಯಾತರ ಇಲಾಖೆಯ ಜಿಲ್ಲಾ ಅಧಿಕಾರಿ ಮೈಲಾರಪ್ಪ ಭೇಟಿ ನೀಡಿ ಸ್ಥಳ ಪರಿಶೀಲನೆ ನಡೆಸಿದರು. [605, 1201, 727, 1244]
paragraph: ನಷ್ಟವಾಗಿದೆ. ದೇವಾಲಯಗಳು ಮತ್ತು ಚರ್ಚುಗಳು ನಾಶವಾಗಿ ೩೬೦ ಧಾರ್ಮಿಕ ಸ್ಥಳಗಳನ್ನು ಧ್ವಂಸಗೊಳಿಸಲಾಗಿದೆ ಎಂಬ ಅಂಕಿ ಅಂಶಗಳು ಜನರನ್ನು ದಿಗ್ಭ್ರಮೆ ಮೂಡಿಸುತ್ತವೆ. [735, 191, 859, 216]
paragraph: ಬ ಹುಮಾನ ವಿತರಣಾ ಕಾರ್ಯಕ್ರಮದಲ್ಲಿ ಸರ್ಕಾರಿ ನೌಕರರ ಸಂಘದ ಕಾರ್ಯದರ್ಶಿ ಎಂ ರವಿ ಕ್ಷೇತ್ರ ಸಮನ್ವಯಾಧಿಕಾರಿ ಪದ್ಮಾವತಿ, ಭಾರತಿ, ನಗರ ಕ್ಲಸ್ಟರ್‌ನ ಸಿಆರ್‌ಪಿ ನಾರಾಯಣ್, ಕರ್ನಾಟಕ ಜ್ಞಾನ ವಿಜ್ಞಾನ ಸಮಿತಿಯ ಅಧ್ಯಕ್ಷ ಎಂ ಪಿ ಪ್ರಕಾಶ್, ಗೌರವ ಸಲಹೆಗಾರರಾದ ಪ್ರಮೀಳಾ, ಕಾರ್ಯದರ್ಶಿ ನುಪ್ಪಾ ಬಚ್ಚಲಂಟ, ಲಾವಣ್ಯ, ಸದಸ್ಯರುಗಳಾದ ಸ್ನೇಹಾ, ವೀಣಾ, ಸರೋಜಾ, ಲಕ್ಷ್ಮಿ ಮುಂತಾದ ಶಿಕ್ಷಕರು, ಹಾಗೂ ದೊಡ್ಡಕಲ್ಲಹಳ್ಳಿ ನಾರಾಯಣಸ್ವಾಮಿ ಹಾಜರಿದ್ದರು. [731, 880, 863, 941]
columnist-byline: ಶ್ರೀನಿಧಿ ಅಚ್ಯುತ ನಿದರಮಂಗಲ [518, 106, 768, 122]
lead-subheading: ಸರ್ಕಾರದಿಂದ ತೆಗೆದುಕೊಂಡ ನಿರ್ಧಾರಗಳು [756, 220, 838, 228]
story1-headline: "ಮಧ್ಯಮ ವರ್ಗದ ಕುಟುಂಬ ಆರ್ಥಿಕವಾಗಿ ಸಬಲರಾಗಲು ಮಹಿಳೆಯರು ಮುಖ್ಯ ಕಾರಣ" [99, 50, 341, 83]
story2-photo [95, 504, 345, 616]
paragraph: ಹಿಂದೆ ೨೦೨೩ ರಲ್ಲಿ ಜರುಗಿದ ವಿವಾದದ ದುರಂತ ಮಾನವ ಹಕ್ಕುಗಳ ಉಲ್ಲಂಘನೆಯ ಪರಿಣಾಮವಾಗಿ, ಮೈತೇಯಿ ಸಮುದಾಯವು ಅಭದ್ರತೆಯನ್ನು ಅನುಭವಿಸಿದೆ. ಕೆಲವು ಸಂದರ್ಭಗಳಲ್ಲಿ ಮಣಿಪುರ ಸರ್ಕಾರವು ಕೇಂದ್ರ ಭದ್ರತಾ ಪಡೆಗಳನ್ನು ನಿಯೋಜಿಸಿದೆ. ಪೊಲೀಸ್ ಠಾಣೆಗಳಿಗೆ ನುಗ್ಗಿ ಶಸ್ತ್ರಾಸ್ತ್ರ ಲೂಟಿ ಮಾಡಿದ್ದಾರೆ. [609, 249, 729, 292]
paragraph: ಯೋಜನಾ ಪ್ರಾಧಿಕಾರದ ಅಧ್ಯಕ್ಷ ಮಹಮದ್ ಇಕ್ಬಾಲ್, ಪುರಸಭಾ ಸದಸ್ಯ ಜಾಕೀರ್ ಖಾನ್, ಜಾಮಿಯಾ ಮಸೀದಿ ಕಾರ್ಯದರ್ಶಿ ಮಹಮ್ಮದ್ ಮತೀನ್, ಮಹಬೂಬ್ ಶರೀಫ್ ಇನ್ನಿತರರು ಹಾಜರಿದ್ದರು. [733, 1229, 855, 1263]
paragraph: ಪಟ್ಟಣದ ಪುರಸಭೆ ಕಚೇರಿಯಲ್ಲಿ ಲೀಡ್ ಬ್ಯಾಂಕ್‌ಗಳ ವತಿಯಿಂದ ನಡೆದ ಮಹಿಳಾ ಸಾಕ್ಷರತಾ ಸಪ್ತಾಹ ಕಾರ್ಯಕ್ರಮಕ್ಕೆ ಚಾಲನೆ ನೀಡಿ ಮಾತನಾಡಿದರು. [95, 246, 217, 271]
story4-column-4 [481, 1110, 595, 1322]
story6-column-2 [223, 1156, 345, 1322]
paragraph: ಗುಂಪುಗಳ ನಡುವೆ ಘರ್ಷಣೆಗಳು ನಡೆದಿವೆ. ಪ್ರತಿ ಪ್ರದೇಶದ ಅಲ್ಪಸಂಖ್ಯಾತ ಸಮುದಾಯವನ್ನು ಗುರಿಯಾಗಿಸಲಾಗಿದೆ. ರಾಜ್ಯಾದ್ಯಂತ ತಾರತಮ್ಯದ ಗುಂಪುಗಳ ಪ್ರಸ್ತುತವು ಜನರ ಆರೋಗ್ಯ, ಜೀವನೋಪಾಯ ಮತ್ತು ಶಿಕ್ಷಣದ ಮೇಲೆ ತೀವ್ರ ಪರಿಣಾಮವನ್ನು ಬೀರಿದೆ. [609, 191, 729, 234]
story2-headline-box [93, 454, 347, 498]
column-divider [475, 800, 476, 1102]
lead-headline-box [351, 128, 865, 184]
